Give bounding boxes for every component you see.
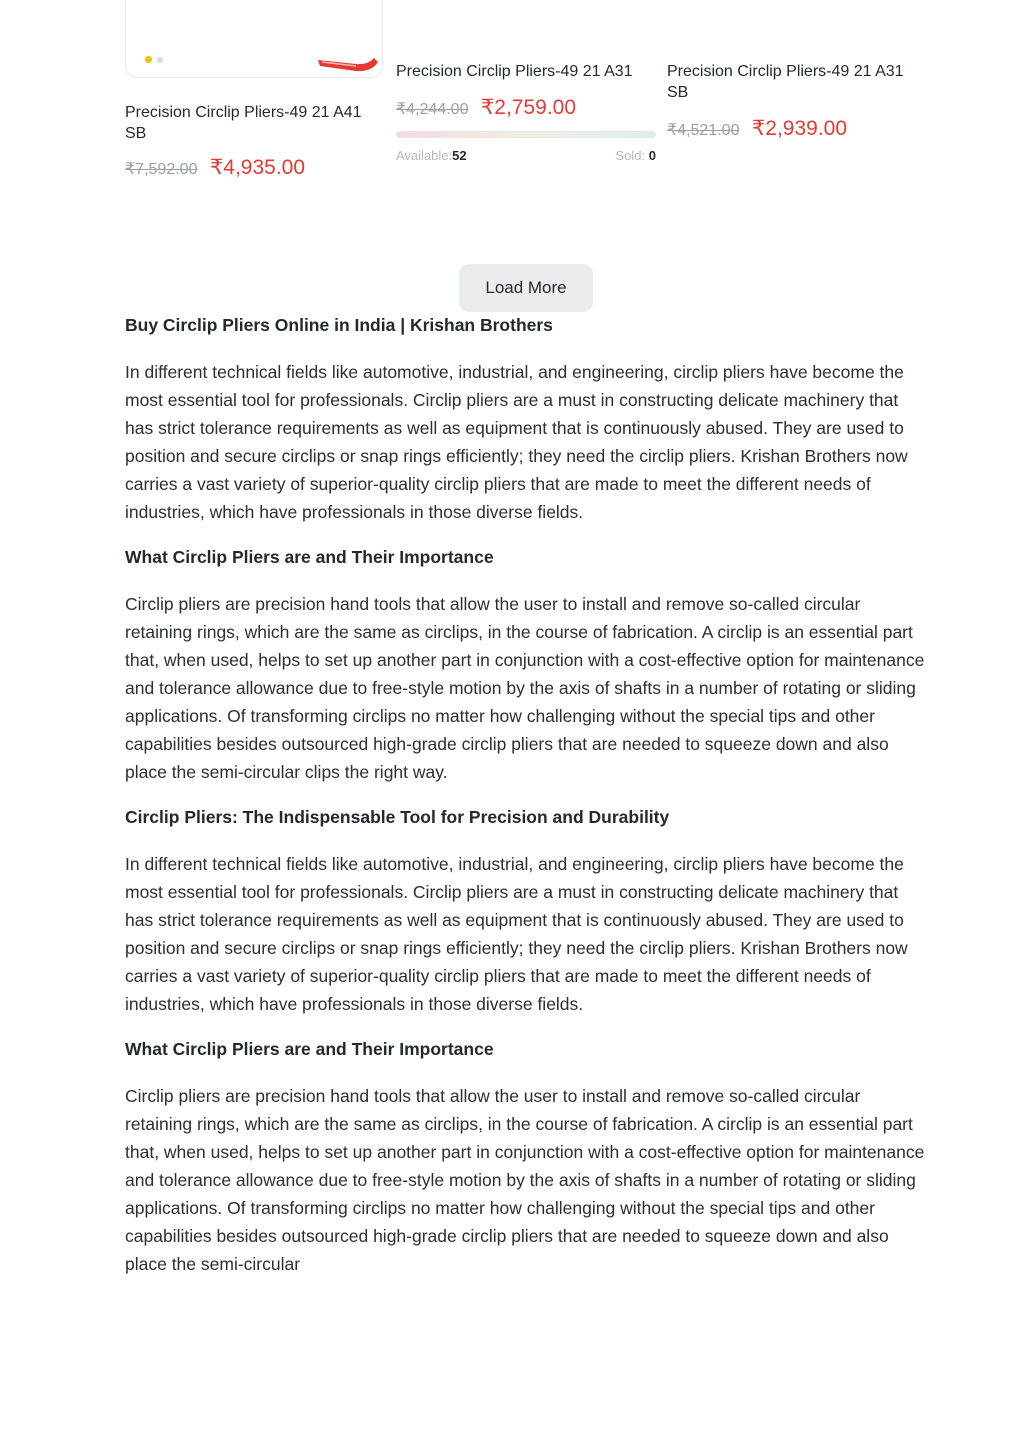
product-grid [0, 0, 1024, 200]
section-paragraph: In different technical fields like automotive, industrial, and engineering, circlip pliers have become the most essential tool for professionals. Circlip pliers are a must in constructing delicate machinery that has strict tolerance requirements as well as equipment that is continuously abused. They are used to position and secure circlips or snap rings efficiently; they need the circlip pliers. Krishan Brothers now carries a vast variety of superior-quality circlip pliers that are made to meet the different needs of industries, which have professionals in those diverse fields. [125, 854, 908, 1014]
product-title[interactable]: Precision Circlip Pliers-49 21 A31 SB [667, 63, 904, 101]
section-heading: Buy Circlip Pliers Online in India | Krishan Brothers [125, 315, 553, 335]
section-paragraph: Circlip pliers are precision hand tools that allow the user to install and remove so-called circular retaining rings, which are the same as circlips, in the course of fabrication. A circlip is an essential part that, when used, helps to set up another part in conjunction with a cost-effective option for maintenance and tolerance allowance due to free-style motion by the axis of shafts in a number of rotating or sliding applications. Of transforming circlips no matter how challenging without the special tips and other capabilities besides outsourced high-grade circlip pliers that are needed to squeeze down and also place the semi-circular [125, 1086, 925, 1274]
pliers-handle-image [316, 50, 380, 72]
load-more-button[interactable]: Load More [459, 264, 593, 312]
sale-price: ₹2,759.00 [480, 96, 577, 119]
sold-info [616, 148, 657, 163]
seo-article [125, 312, 931, 1278]
sale-price: ₹4,935.00 [209, 156, 306, 179]
original-price: ₹4,244.00 [396, 101, 469, 118]
stock-progress-bar [396, 131, 656, 138]
product-title[interactable]: Precision Circlip Pliers-49 21 A41 SB [125, 104, 362, 142]
sold-label: Sold: [615, 148, 646, 163]
section-heading: What Circlip Pliers are and Their Importance [125, 547, 494, 567]
section-paragraph: Circlip pliers are precision hand tools that allow the user to install and remove so-called circular retaining rings, which are the same as circlips, in the course of fabrication. A circlip is an essential part that, when used, helps to set up another part in conjunction with a cost-effective option for maintenance and tolerance allowance due to free-style motion by the axis of shafts in a number of rotating or sliding applications. Of transforming circlips no matter how challenging without the special tips and other capabilities besides outsourced high-grade circlip pliers that are needed to squeeze down and also place the semi-circular clips the right way. [125, 594, 925, 782]
original-price: ₹7,592.00 [125, 161, 198, 178]
section-heading: What Circlip Pliers are and Their Importance [125, 1039, 494, 1059]
price-row [396, 95, 576, 120]
stock-info [396, 148, 656, 163]
price-row [125, 155, 305, 180]
section-paragraph: In different technical fields like automotive, industrial, and engineering, circlip pliers have become the most essential tool for professionals. Circlip pliers are a must in constructing delicate machinery that has strict tolerance requirements as well as equipment that is continuously abused. They are used to position and secure circlips or snap rings efficiently; they need the circlip pliers. Krishan Brothers now carries a vast variety of superior-quality circlip pliers that are made to meet the different needs of industries, which have professionals in those diverse fields. [125, 362, 908, 522]
product-image[interactable] [125, 0, 383, 78]
section-heading: Circlip Pliers: The Indispensable Tool for Precision and Durability [125, 807, 670, 827]
price-row [667, 116, 847, 141]
color-swatch-grey [157, 57, 163, 63]
sale-price: ₹2,939.00 [751, 117, 848, 140]
product-title[interactable]: Precision Circlip Pliers-49 21 A31 [396, 63, 633, 80]
original-price: ₹4,521.00 [667, 122, 740, 139]
available-label: Available: [396, 148, 453, 163]
available-count: 52 [452, 148, 467, 163]
sold-count: 0 [648, 148, 656, 163]
color-swatch-yellow [145, 56, 152, 63]
